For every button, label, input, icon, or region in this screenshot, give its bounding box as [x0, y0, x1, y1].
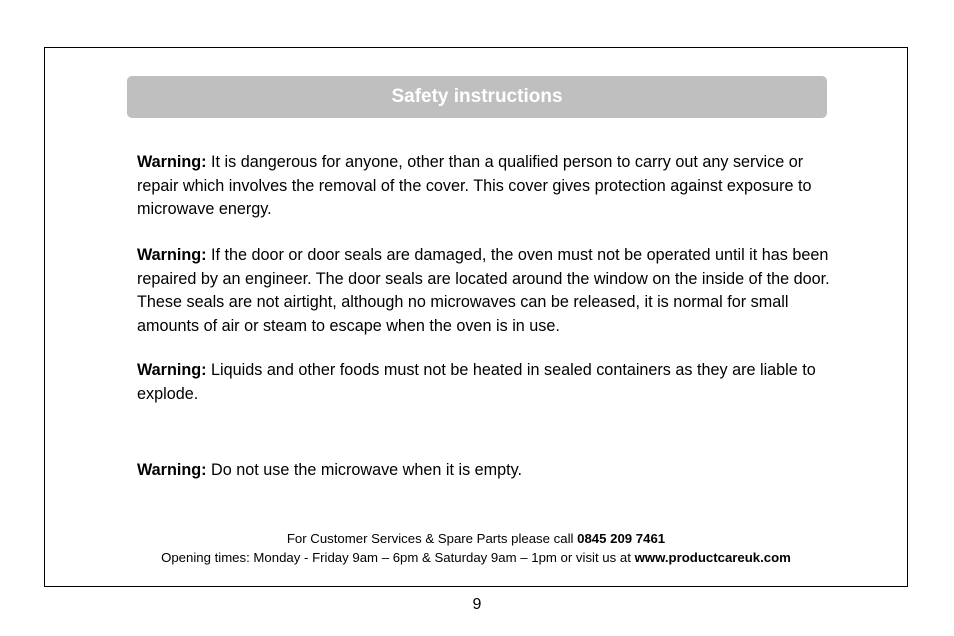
footer-customer-services — [44, 529, 908, 548]
warning-paragraph-door-seals — [137, 244, 837, 338]
warning-label: Warning: — [137, 153, 207, 171]
warning-text: Liquids and other foods must not be heated in sealed containers as they are liable to explode. — [137, 361, 816, 403]
section-title-bar — [127, 76, 827, 118]
warning-text: Do not use the microwave when it is empty. — [206, 461, 523, 479]
warning-paragraph-empty — [137, 459, 837, 483]
section-title: Safety instructions — [391, 86, 563, 107]
warning-label: Warning: — [137, 246, 207, 264]
footer-opening-times-text: Opening times: Monday - Friday 9am – 6pm & Saturday 9am – 1pm or visit us at — [161, 550, 635, 565]
warning-paragraph-sealed-containers — [137, 359, 837, 406]
warning-label: Warning: — [137, 461, 207, 479]
warning-text: If the door or door seals are damaged, the oven must not be operated until it has been repaired by an engineer. The door seals are located around the window on the inside of the door. These seals are not airtight, although no microwaves can be released, it is normal for small amounts of air or steam to escape when the oven is in use. — [137, 246, 830, 335]
warning-label: Warning: — [137, 361, 207, 379]
footer-website-link[interactable]: www.productcareuk.com — [634, 550, 791, 565]
footer-opening-times — [44, 548, 908, 567]
footer-call-text: For Customer Services & Spare Parts please call — [286, 531, 578, 546]
footer-phone-number: 0845 209 7461 — [577, 531, 666, 546]
warning-paragraph-cover — [137, 151, 837, 222]
page-number: 9 — [472, 596, 482, 613]
warning-text: It is dangerous for anyone, other than a qualified person to carry out any service or repair which involves the removal of the cover. This cover gives protection against exposure to microwave energy. — [137, 153, 812, 218]
